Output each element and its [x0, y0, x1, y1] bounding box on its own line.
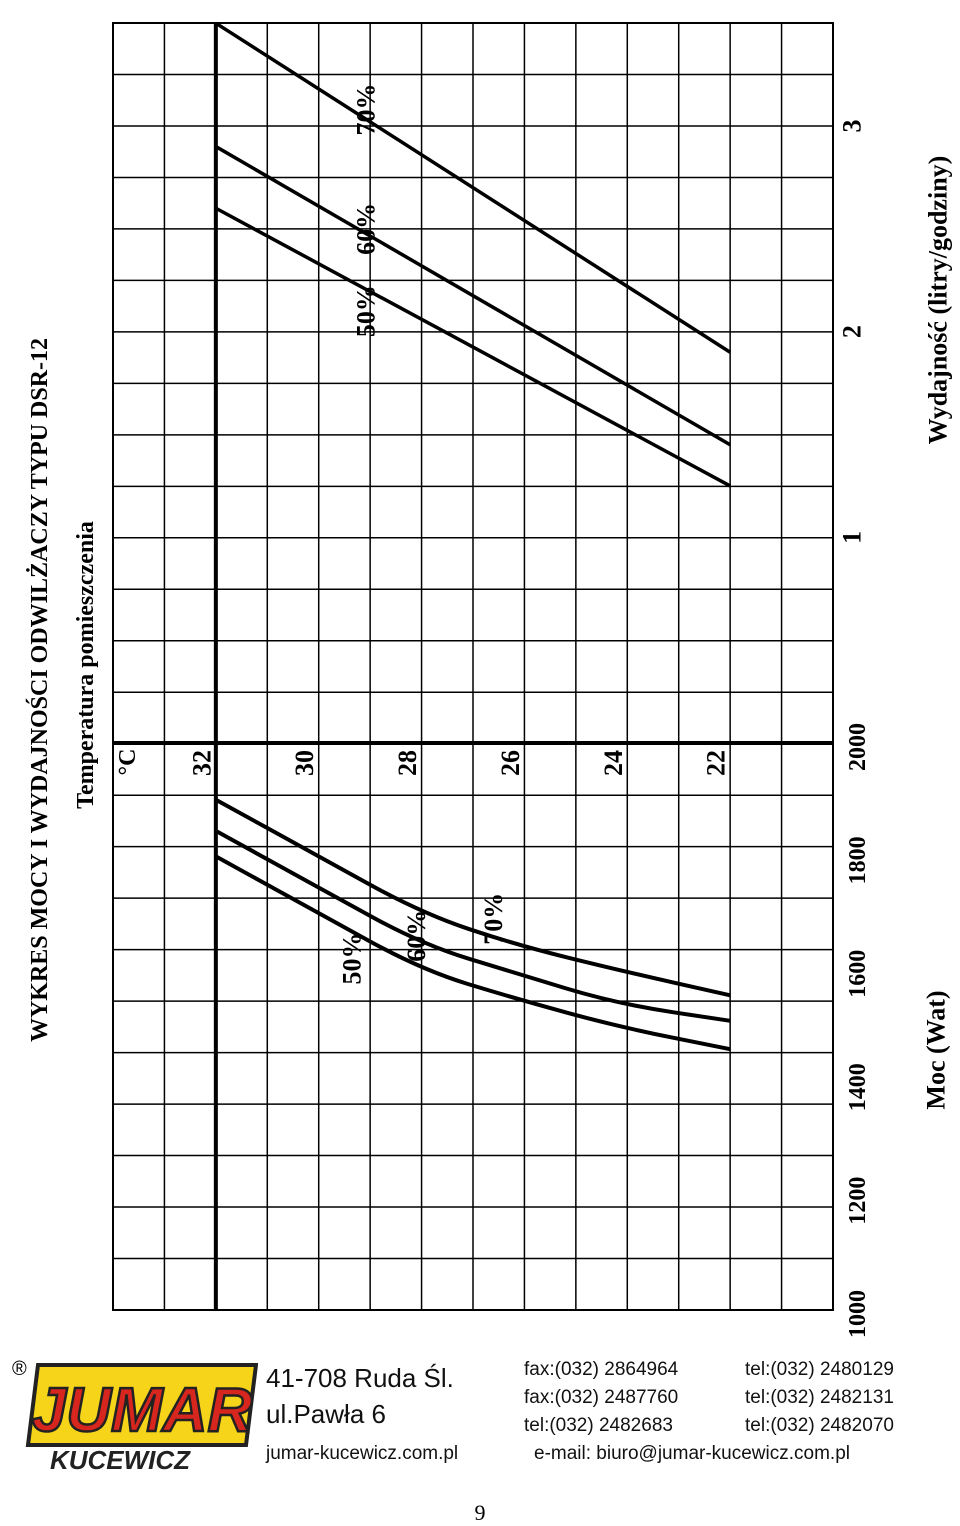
capacity-axis-label: Wydajność (litry/godziny)	[923, 155, 953, 445]
power-axis-label: Moc (Wat)	[921, 990, 951, 1110]
capacity-series-label: 50%	[351, 285, 381, 338]
fax-1: fax:(032) 2864964	[524, 1359, 679, 1380]
company-footer	[0, 1345, 960, 1475]
logo-subtext: KUCEWICZ	[49, 1445, 191, 1473]
temperature-axis-label: Temperatura pomieszczenia	[73, 521, 99, 809]
tel-2: tel:(032) 2480129	[745, 1359, 894, 1380]
power-series-label: 60%	[401, 909, 431, 962]
temperature-tick-label: 30	[290, 750, 320, 776]
capacity-series-label: 60%	[351, 202, 381, 255]
address-line-2: ul.Pawła 6	[266, 1399, 386, 1429]
power-tick-label: 1000	[845, 1290, 871, 1338]
jumar-logo	[8, 1353, 258, 1473]
chart-title: WYKRES MOCY I WYDAJNOŚCI ODWILŻACZY TYPU DSR-12	[27, 337, 53, 1043]
temperature-tick-label: 32	[187, 750, 217, 776]
power-tick-label: 1200	[845, 1176, 871, 1225]
website-link[interactable]: jumar-kucewicz.com.pl	[266, 1443, 459, 1464]
temperature-tick-label: 24	[598, 750, 628, 776]
temperature-tick-label: 26	[495, 750, 525, 776]
email-link[interactable]: e-mail: biuro@jumar-kucewicz.com.pl	[534, 1443, 850, 1464]
logo-text: JUMAR	[31, 1376, 253, 1445]
power-tick-label: 1800	[845, 836, 871, 885]
tel-3: tel:(032) 2482131	[745, 1387, 894, 1408]
capacity-tick-label: 1	[837, 530, 867, 544]
address-line-1: 41-708 Ruda Śl.	[266, 1363, 454, 1393]
power-series-label: 70%	[479, 892, 509, 945]
chart-grid	[113, 23, 833, 1310]
temperature-tick-label: 28	[393, 750, 423, 776]
temperature-tick-label: 22	[701, 750, 731, 776]
power-tick-label: 1400	[845, 1063, 871, 1112]
capacity-tick-label: 2	[837, 325, 867, 339]
page-number: 9	[474, 1500, 486, 1525]
power-tick-label: 1600	[845, 949, 871, 998]
tel-4: tel:(032) 2482070	[745, 1415, 894, 1436]
fax-2: fax:(032) 2487760	[524, 1387, 679, 1408]
capacity-tick-label: 3	[837, 119, 867, 133]
tel-1: tel:(032) 2482683	[524, 1415, 673, 1436]
power-series-label: 50%	[337, 932, 367, 985]
registered-mark: ®	[12, 1358, 27, 1380]
capacity-series-label: 70%	[351, 83, 381, 136]
power-tick-label: 2000	[845, 723, 871, 771]
temperature-unit: °C	[115, 748, 141, 776]
